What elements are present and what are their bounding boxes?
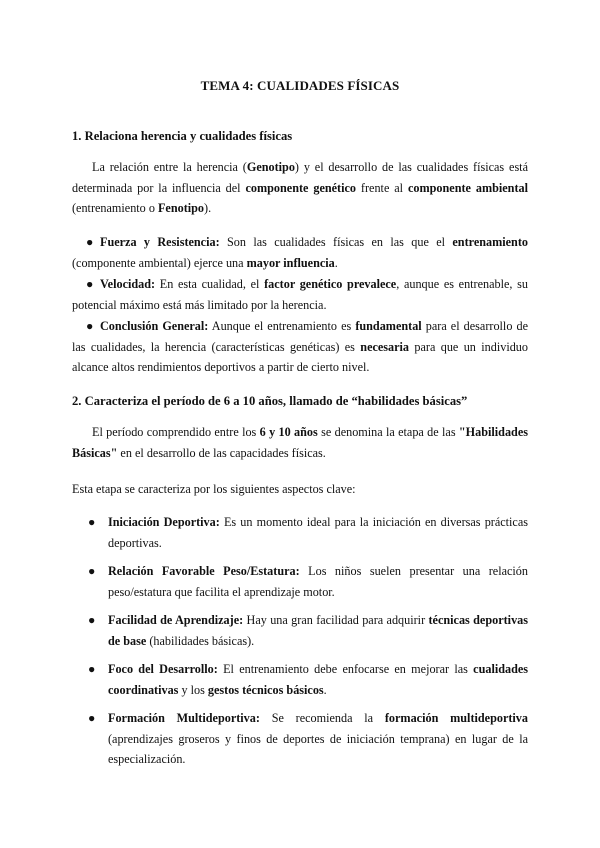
page-title: TEMA 4: CUALIDADES FÍSICAS <box>200 78 400 93</box>
text-run: ) y el desarrollo de las cualidades físicas está determinada por la influencia del <box>72 160 528 195</box>
bold-run: mayor influencia <box>246 255 335 270</box>
text-run: (aprendizajes groseros y finos de deportes de iniciación temprana) en lugar de la especialización. <box>108 731 528 766</box>
bullet-icon: ● <box>88 564 96 578</box>
text-run: . <box>323 682 327 697</box>
section-2-heading: 2. Caracteriza el período de 6 a 10 años, llamado de “habilidades básicas” <box>72 394 468 408</box>
section-2-lead-in: Esta etapa se caracteriza por los siguientes aspectos clave: <box>72 482 356 496</box>
bold-run: cualidades coordinativas <box>108 662 529 697</box>
bullet-icon: ● <box>88 613 96 627</box>
text-run: y los <box>178 682 208 697</box>
text-run: (habilidades básicas). <box>146 633 255 648</box>
bold-run: componente ambiental <box>407 180 528 195</box>
bullet-icon: ● <box>88 662 96 676</box>
bold-run: componente genético <box>245 180 357 195</box>
list-item <box>72 316 528 378</box>
bold-run: Velocidad: <box>100 277 156 291</box>
bullet-icon: ● <box>86 235 94 249</box>
bold-run: Genotipo <box>246 160 295 174</box>
list-item <box>72 512 528 553</box>
text-run: frente al <box>356 180 408 195</box>
text-run: en el desarrollo de las capacidades físicas. <box>117 445 326 460</box>
bold-run: Conclusión General: <box>100 319 209 333</box>
text-run: Los niños suelen presentar una relación peso/estatura que facilita el aprendizaje motor. <box>108 564 528 599</box>
text-run: se denomina la etapa de las <box>317 425 459 439</box>
bold-run: Relación Favorable Peso/Estatura: <box>108 564 300 578</box>
section-2-list <box>72 512 528 778</box>
list-item <box>72 274 528 315</box>
section-2-intro <box>72 422 528 463</box>
text-run: (componente ambiental) ejerce una <box>72 255 247 270</box>
section-1-heading: 1. Relaciona herencia y cualidades físicas <box>72 129 293 143</box>
bullet-icon: ● <box>86 319 94 333</box>
bold-run: entrenamiento <box>452 235 528 249</box>
text-run: El entrenamiento debe enfocarse en mejorar las <box>217 662 474 676</box>
text-run: . <box>334 255 338 270</box>
text-run: En esta cualidad, el <box>155 277 265 291</box>
bold-run: factor genético prevalece <box>264 277 397 291</box>
list-item <box>72 561 528 602</box>
text-run: , aunque es entrenable, su potencial máximo está más limitado por la herencia. <box>72 277 528 312</box>
text-run: Hay una gran facilidad para adquirir <box>243 613 429 627</box>
text-run: para el desarrollo de las cualidades, la herencia (características genéticas) es <box>72 319 528 354</box>
text-run: Son las cualidades físicas en las que el <box>219 235 453 249</box>
list-item <box>72 610 528 651</box>
text-run: Aunque el entrenamiento es <box>208 319 356 333</box>
bold-run: Facilidad de Aprendizaje: <box>108 613 244 627</box>
bold-run: Fuerza y Resistencia: <box>100 235 220 249</box>
list-item <box>72 232 528 273</box>
bold-run: Fenotipo <box>157 201 205 215</box>
bold-run: Foco del Desarrollo: <box>108 662 218 676</box>
text-run: La relación entre la herencia ( <box>92 160 247 174</box>
bold-run: "Habilidades Básicas" <box>72 425 528 460</box>
text-run: ). <box>204 201 212 215</box>
text-run: Es un momento ideal para la iniciación en diversas prácticas deportivas. <box>108 515 528 550</box>
text-run: Se recomienda la <box>259 711 385 725</box>
bold-run: fundamental <box>355 319 422 333</box>
bold-run: gestos técnicos básicos <box>207 682 324 697</box>
bold-run: necesaria <box>360 339 410 354</box>
bullet-icon: ● <box>88 711 96 725</box>
bold-run: Formación Multideportiva: <box>108 711 260 725</box>
bold-run: formación multideportiva <box>384 711 528 725</box>
list-item <box>72 659 528 700</box>
section-1-intro <box>72 157 528 219</box>
text-run: El período comprendido entre los <box>92 425 260 439</box>
bold-run: técnicas deportivas de base <box>108 613 529 648</box>
text-run: para que un individuo alcance altos rendimientos deportivos a partir de cierto nivel. <box>72 339 528 374</box>
text-run: (entrenamiento o <box>72 201 158 215</box>
list-item <box>72 708 528 770</box>
bold-run: Iniciación Deportiva: <box>108 515 220 529</box>
bullet-icon: ● <box>88 515 96 529</box>
bold-run: 6 y 10 años <box>259 425 318 439</box>
bullet-icon: ● <box>86 277 94 291</box>
